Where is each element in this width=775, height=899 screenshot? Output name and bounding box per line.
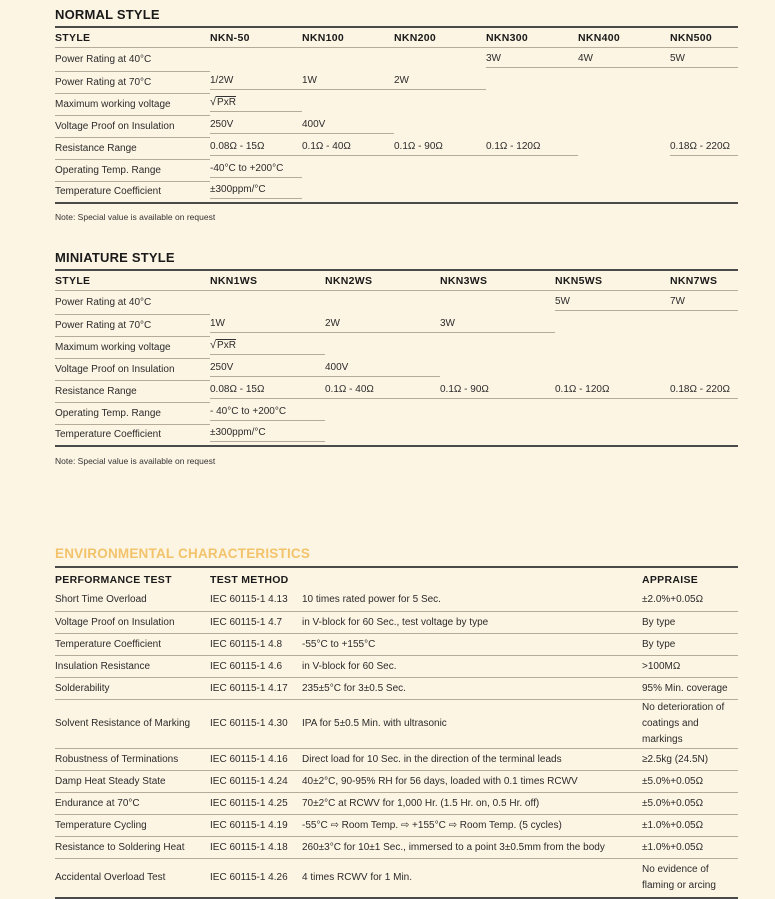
mini-cell: [670, 336, 738, 358]
normal-style-table: [55, 26, 738, 204]
normal-cell: [394, 49, 486, 71]
table-row: [55, 137, 738, 159]
table-row: [55, 748, 738, 770]
mini-cell: [555, 336, 670, 358]
env-test-method: IPA for 5±0.5 Min. with ultrasonic: [302, 699, 642, 748]
mini-cell: [325, 292, 440, 314]
table-row: [55, 699, 738, 748]
normal-header-text: STYLE: [55, 32, 210, 48]
mini-header-text: STYLE: [55, 275, 210, 291]
env-test-name: Solvent Resistance of Marking: [55, 699, 210, 748]
sqrt-symbol: [210, 96, 236, 108]
normal-header-nkn200: [394, 27, 486, 49]
normal-cell: [302, 137, 394, 159]
table-row: [55, 71, 738, 93]
normal-cell: [302, 93, 394, 115]
normal-cell: [670, 93, 738, 115]
mini-cell: [670, 402, 738, 424]
mini-cell-value: 1W: [210, 318, 325, 333]
normal-header-text: NKN400: [578, 32, 670, 48]
env-appraise: No deterioration of coatings and markings: [642, 699, 738, 748]
normal-cell: [394, 137, 486, 159]
table-row: [55, 611, 738, 633]
mini-cell: [210, 380, 325, 402]
env-test-name: Short Time Overload: [55, 589, 210, 611]
mini-cell: [555, 424, 670, 446]
normal-cell: [578, 49, 670, 71]
env-test-name: Accidental Overload Test: [55, 858, 210, 898]
mini-cell-value: 400V: [325, 362, 440, 377]
mini-cell: [440, 402, 555, 424]
normal-cell: [670, 115, 738, 137]
env-header-test-method: TEST METHOD: [210, 573, 289, 586]
env-test-method: 235±5°C for 3±0.5 Sec.: [302, 677, 642, 699]
table-row: [55, 814, 738, 836]
env-test-name: Resistance to Soldering Heat: [55, 836, 210, 858]
table-row: [55, 336, 738, 358]
normal-cell-value: 250V: [210, 119, 302, 134]
mini-cell: [210, 336, 325, 358]
normal-cell-value: [210, 96, 302, 112]
mini-cell: [210, 424, 325, 446]
mini-row-label: Voltage Proof on Insulation: [55, 358, 210, 380]
mini-cell: [670, 358, 738, 380]
normal-row-label: Power Rating at 40°C: [55, 49, 210, 71]
environmental-title: ENVIRONMENTAL CHARACTERISTICS: [55, 546, 311, 561]
mini-cell: [440, 424, 555, 446]
mini-header-text: NKN5WS: [555, 275, 670, 291]
normal-style-title: NORMAL STYLE: [55, 7, 160, 22]
mini-cell: [670, 314, 738, 336]
mini-row-label: Temperature Coefficient: [55, 424, 210, 446]
env-test-name: Solderability: [55, 677, 210, 699]
env-test-name: Temperature Cycling: [55, 814, 210, 836]
table-row: [55, 314, 738, 336]
env-appraise: ±5.0%+0.05Ω: [642, 770, 738, 792]
env-test-code: IEC 60115-1 4.18: [210, 836, 302, 858]
mini-cell-value: 5W: [555, 296, 670, 311]
mini-cell: [325, 314, 440, 336]
normal-cell-value: 1/2W: [210, 75, 302, 90]
env-appraise: ≥2.5kg (24.5N): [642, 748, 738, 770]
mini-row-label: Resistance Range: [55, 380, 210, 402]
env-appraise: By type: [642, 611, 738, 633]
env-test-name: Endurance at 70°C: [55, 792, 210, 814]
normal-cell: [486, 115, 578, 137]
mini-cell: [325, 336, 440, 358]
normal-cell: [302, 49, 394, 71]
env-test-method: 40±2°C, 90-95% RH for 56 days, loaded with 0.1 times RCWV: [302, 770, 642, 792]
table-row: [55, 677, 738, 699]
normal-cell-value: 0.1Ω - 120Ω: [486, 141, 578, 156]
table-row: [55, 93, 738, 115]
normal-cell: [394, 159, 486, 181]
mini-cell: [555, 402, 670, 424]
env-test-method: in V-block for 60 Sec., test voltage by type: [302, 611, 642, 633]
normal-header-text: NKN-50: [210, 32, 302, 48]
env-test-name: Insulation Resistance: [55, 655, 210, 677]
table-row: [55, 792, 738, 814]
env-test-code: IEC 60115-1 4.8: [210, 633, 302, 655]
normal-cell: [578, 93, 670, 115]
env-test-name: Damp Heat Steady State: [55, 770, 210, 792]
normal-style-note: Note: Special value is available on request: [55, 212, 216, 222]
env-appraise: By type: [642, 633, 738, 655]
normal-cell: [210, 71, 302, 93]
mini-cell-value: 2W: [325, 318, 440, 333]
mini-cell: [440, 314, 555, 336]
mini-row-label: Maximum working voltage: [55, 336, 210, 358]
table-row: [55, 589, 738, 611]
mini-cell: [440, 292, 555, 314]
env-test-name: Temperature Coefficient: [55, 633, 210, 655]
mini-header-text: NKN7WS: [670, 275, 738, 291]
env-test-method: Direct load for 10 Sec. in the direction of the terminal leads: [302, 748, 642, 770]
normal-cell: [210, 49, 302, 71]
mini-header-text: NKN2WS: [325, 275, 440, 291]
mini-header-nkn7ws: [670, 270, 738, 292]
mini-cell: [555, 314, 670, 336]
normal-cell: [394, 181, 486, 203]
mini-cell: [210, 402, 325, 424]
miniature-style-note: Note: Special value is available on request: [55, 456, 216, 466]
table-row: [55, 858, 738, 898]
normal-cell: [670, 137, 738, 159]
normal-header-style: [55, 27, 210, 49]
normal-header-text: NKN200: [394, 32, 486, 48]
normal-cell: [394, 93, 486, 115]
table-row: [55, 49, 738, 71]
env-test-code: IEC 60115-1 4.26: [210, 858, 302, 898]
mini-cell: [325, 358, 440, 380]
normal-cell-value: 0.1Ω - 90Ω: [394, 141, 486, 156]
env-header-performance-test: PERFORMANCE TEST: [55, 573, 172, 586]
normal-cell: [578, 71, 670, 93]
env-appraise: ±1.0%+0.05Ω: [642, 814, 738, 836]
env-appraise: No evidence of flaming or arcing: [642, 858, 738, 898]
normal-cell-value: 0.18Ω - 220Ω: [670, 141, 738, 156]
env-test-code: IEC 60115-1 4.25: [210, 792, 302, 814]
table-row: [55, 159, 738, 181]
table-row: [55, 380, 738, 402]
sqrt-value: PxR: [217, 97, 236, 108]
mini-cell-value: 250V: [210, 362, 325, 377]
mini-cell: [670, 292, 738, 314]
mini-cell-value: - 40°C to +200°C: [210, 406, 325, 421]
mini-header-nkn1ws: [210, 270, 325, 292]
env-appraise: ±1.0%+0.05Ω: [642, 836, 738, 858]
normal-cell: [486, 181, 578, 203]
mini-row-label: Power Rating at 70°C: [55, 314, 210, 336]
mini-header-style: [55, 270, 210, 292]
normal-cell: [302, 159, 394, 181]
normal-cell-value: 2W: [394, 75, 486, 90]
normal-cell: [394, 71, 486, 93]
mini-cell-value: 0.18Ω - 220Ω: [670, 384, 738, 399]
env-appraise: >100MΩ: [642, 655, 738, 677]
normal-row-label: Maximum working voltage: [55, 93, 210, 115]
normal-cell-value: 400V: [302, 119, 394, 134]
table-row: [55, 181, 738, 203]
table-row: [55, 836, 738, 858]
normal-cell: [486, 137, 578, 159]
normal-row-label: Resistance Range: [55, 137, 210, 159]
normal-cell-value: 4W: [578, 53, 670, 68]
radical-icon: √: [210, 96, 217, 108]
mini-header-nkn3ws: [440, 270, 555, 292]
env-appraise: 95% Min. coverage: [642, 677, 738, 699]
normal-cell: [486, 159, 578, 181]
env-test-method: in V-block for 60 Sec.: [302, 655, 642, 677]
mini-cell: [325, 402, 440, 424]
normal-cell: [486, 49, 578, 71]
normal-header-nkn400: [578, 27, 670, 49]
table-row: [55, 115, 738, 137]
normal-cell-value: 3W: [486, 53, 578, 68]
normal-cell: [210, 93, 302, 115]
normal-cell: [394, 115, 486, 137]
table-row: [55, 770, 738, 792]
normal-cell: [670, 159, 738, 181]
table-row: [55, 424, 738, 446]
radical-icon: √: [210, 339, 217, 351]
miniature-style-title: MINIATURE STYLE: [55, 250, 175, 265]
env-test-method: 70±2°C at RCWV for 1,000 Hr. (1.5 Hr. on, 0.5 Hr. off): [302, 792, 642, 814]
mini-cell: [325, 380, 440, 402]
mini-cell: [555, 358, 670, 380]
normal-cell: [210, 137, 302, 159]
normal-row-label: Temperature Coefficient: [55, 181, 210, 203]
env-test-method: 4 times RCWV for 1 Min.: [302, 858, 642, 898]
normal-cell: [578, 137, 670, 159]
env-test-code: IEC 60115-1 4.17: [210, 677, 302, 699]
mini-header-text: NKN3WS: [440, 275, 555, 291]
normal-cell: [578, 159, 670, 181]
env-header-appraise: APPRAISE: [642, 573, 699, 586]
normal-header-nkn300: [486, 27, 578, 49]
mini-cell: [440, 336, 555, 358]
mini-cell-value: [210, 339, 325, 355]
normal-header-nkn500: [670, 27, 738, 49]
sqrt-value: PxR: [217, 340, 236, 351]
normal-row-label: Voltage Proof on Insulation: [55, 115, 210, 137]
env-test-method: 260±3°C for 10±1 Sec., immersed to a point 3±0.5mm from the body: [302, 836, 642, 858]
mini-cell-value: 0.08Ω - 15Ω: [210, 384, 325, 399]
mini-cell: [670, 380, 738, 402]
mini-header-text: NKN1WS: [210, 275, 325, 291]
env-test-code: IEC 60115-1 4.24: [210, 770, 302, 792]
normal-cell: [670, 181, 738, 203]
normal-cell: [302, 181, 394, 203]
normal-cell-value: 0.08Ω - 15Ω: [210, 141, 302, 156]
normal-header-nkn100: [302, 27, 394, 49]
env-test-code: IEC 60115-1 4.16: [210, 748, 302, 770]
normal-cell: [578, 115, 670, 137]
env-test-name: Robustness of Terminations: [55, 748, 210, 770]
normal-cell-value: -40°C to +200°C: [210, 163, 302, 178]
normal-cell: [210, 115, 302, 137]
env-appraise: ±2.0%+0.05Ω: [642, 589, 738, 611]
mini-cell: [440, 380, 555, 402]
miniature-style-table: [55, 269, 738, 447]
mini-cell: [670, 424, 738, 446]
normal-cell-value: ±300ppm/°C: [210, 184, 302, 199]
mini-cell: [555, 292, 670, 314]
env-test-method: -55°C ⇨ Room Temp. ⇨ +155°C ⇨ Room Temp. (5 cycles): [302, 814, 642, 836]
mini-cell: [210, 292, 325, 314]
mini-cell-value: 0.1Ω - 90Ω: [440, 384, 555, 399]
normal-cell: [670, 49, 738, 71]
normal-cell: [486, 93, 578, 115]
mini-header-nkn5ws: [555, 270, 670, 292]
env-test-method: 10 times rated power for 5 Sec.: [302, 589, 642, 611]
env-test-code: IEC 60115-1 4.13: [210, 589, 302, 611]
table-row: [55, 633, 738, 655]
mini-cell-value: 0.1Ω - 40Ω: [325, 384, 440, 399]
table-row: [55, 655, 738, 677]
normal-header-text: NKN500: [670, 32, 738, 48]
normal-row-label: Operating Temp. Range: [55, 159, 210, 181]
env-test-code: IEC 60115-1 4.30: [210, 699, 302, 748]
env-test-code: IEC 60115-1 4.19: [210, 814, 302, 836]
normal-cell: [210, 181, 302, 203]
mini-cell-value: 7W: [670, 296, 738, 311]
normal-cell: [210, 159, 302, 181]
mini-cell-value: 3W: [440, 318, 555, 333]
mini-cell-value: ±300ppm/°C: [210, 427, 325, 442]
env-test-method: -55°C to +155°C: [302, 633, 642, 655]
normal-row-label: Power Rating at 70°C: [55, 71, 210, 93]
normal-cell: [302, 71, 394, 93]
normal-cell-value: 0.1Ω - 40Ω: [302, 141, 394, 156]
mini-cell: [210, 314, 325, 336]
normal-cell: [578, 181, 670, 203]
normal-header-text: NKN300: [486, 32, 578, 48]
mini-cell-value: 0.1Ω - 120Ω: [555, 384, 670, 399]
sqrt-symbol: [210, 339, 236, 351]
normal-header-nkn-50: [210, 27, 302, 49]
environmental-table: [55, 566, 738, 899]
table-row: [55, 402, 738, 424]
table-row: [55, 358, 738, 380]
normal-cell: [486, 71, 578, 93]
mini-cell: [325, 424, 440, 446]
mini-cell: [440, 358, 555, 380]
table-row: [55, 292, 738, 314]
env-test-name: Voltage Proof on Insulation: [55, 611, 210, 633]
normal-cell-value: 5W: [670, 53, 738, 68]
normal-cell-value: 1W: [302, 75, 394, 90]
mini-cell: [555, 380, 670, 402]
env-test-code: IEC 60115-1 4.6: [210, 655, 302, 677]
normal-header-text: NKN100: [302, 32, 394, 48]
mini-header-nkn2ws: [325, 270, 440, 292]
mini-cell: [210, 358, 325, 380]
mini-row-label: Operating Temp. Range: [55, 402, 210, 424]
env-test-code: IEC 60115-1 4.7: [210, 611, 302, 633]
normal-cell: [302, 115, 394, 137]
normal-cell: [670, 71, 738, 93]
mini-row-label: Power Rating at 40°C: [55, 292, 210, 314]
env-appraise: ±5.0%+0.05Ω: [642, 792, 738, 814]
